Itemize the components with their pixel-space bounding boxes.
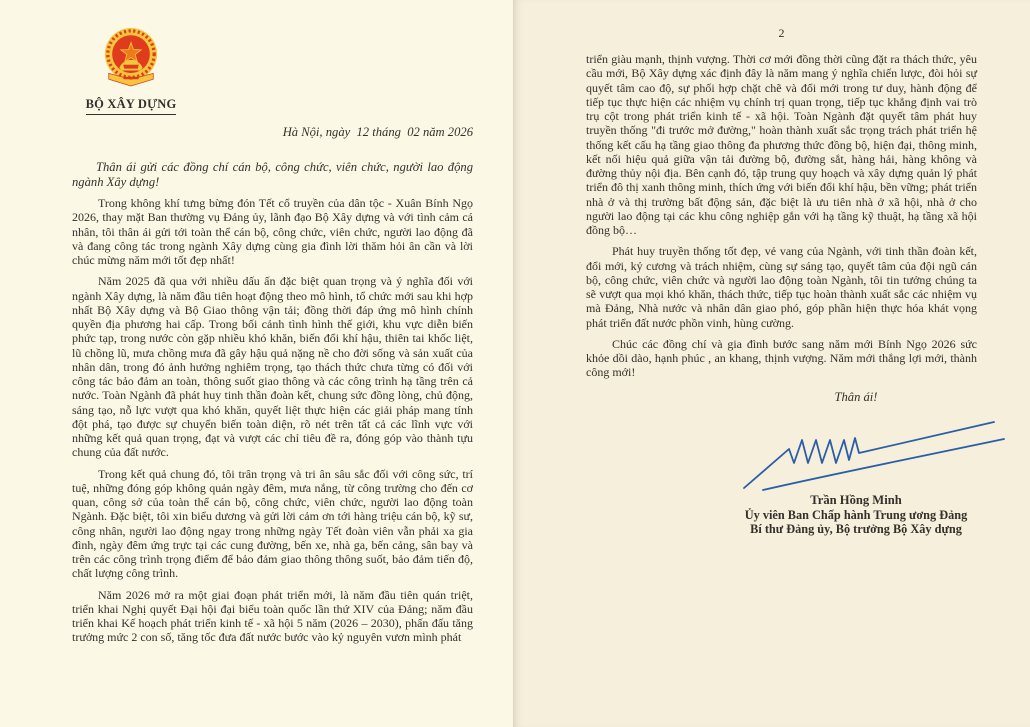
letter-page-1: [0, 0, 513, 727]
page-number: 2: [778, 26, 785, 40]
ministry-name: BỘ XÂY DỰNG: [72, 97, 190, 115]
letter-page-2: [513, 0, 1030, 727]
signer-name: Trần Hồng Minh: [810, 492, 902, 507]
body-paragraph-3: Trong kết quả chung đó, tôi trân trọng và tri ân sâu sắc đối với công sức, trí tuệ, những đóng góp không quản ngày đêm, mưa nắng, từ công trường cho đến cơ quan, công sở của toàn thể cán bộ, công chức, viên chức, người lao động toàn Ngành. Đặc biệt, tôi xin biểu dương và gửi lời cảm ơn tới hàng triệu cán bộ, kỹ sư, công nhân, người lao động ngay trong những ngày Tết đoàn viên vẫn phải xa gia đình, ngày đêm ứng trực tại các cung đường, bến xe, nhà ga, bến cảng, sân bay và trên các công trình trọng điểm để bảo đảm giao thông thông suốt, bảo đảm tiến độ, chất lượng công trình.: [72, 466, 473, 581]
closing-salutation: Thân ái!: [834, 389, 878, 404]
body-paragraph-1: Trong không khí tưng bừng đón Tết cổ truyền của dân tộc - Xuân Bính Ngọ 2026, thay mặt Ban thường vụ Đảng ủy, lãnh đạo Bộ Xây dựng và với tình cảm cá nhân, tôi thân ái gửi tới toàn thể cán bộ, công chức, viên chức, người lao động đã và đang công tác trong ngành Xây dựng cùng gia đình lời thăm hỏi ân cần và lời chúc mừng năm mới tốt đẹp nhất!: [72, 196, 473, 268]
body-paragraph-5: Phát huy truyền thống tốt đẹp, vẻ vang của Ngành, với tinh thần đoàn kết, đổi mới, kỷ cương và trách nhiệm, cùng sự sáng tạo, quyết tâm của đội ngũ cán bộ, công chức, viên chức và người lao động toàn Ngành, tôi tin tưởng chúng ta sẽ vượt qua mọi khó khăn, thách thức, tiếp tục hoàn thành xuất sắc các nhiệm vụ mà Đảng, Nhà nước và nhân dân giao phó, góp phần hiện thực hóa khát vọng phát triển đất nước phồn vinh, hùng cường.: [586, 244, 977, 330]
body-paragraph-6: Chúc các đồng chí và gia đình bước sang năm mới Bính Ngọ 2026 sức khỏe dồi dào, hạnh phúc , an khang, thịnh vượng. Năm mới thắng lợi mới, thành công mới!: [586, 336, 977, 380]
place-date-line: Hà Nội, ngày 12 tháng 02 năm 2026: [282, 125, 473, 139]
body-paragraph-4: Năm 2026 mở ra một giai đoạn phát triển mới, là năm đầu tiên quán triệt, triển khai Nghị quyết Đại hội đại biểu toàn quốc lần thứ XIV của Đảng; năm đầu triển khai Kế hoạch phát triển kinh tế - xã hội 5 năm (2026 – 2030), phấn đấu tăng trưởng mức 2 con số, tăng tốc đưa đất nước bước vào kỷ nguyên vươn mình phát: [72, 587, 473, 645]
body-paragraph-4-continued: triển giàu mạnh, thịnh vượng. Thời cơ mới đồng thời cũng đặt ra thách thức, yêu cầu mới, Bộ Xây dựng xác định đây là năm mang ý nghĩa chiến lược, đòi hỏi sự quyết tâm cao độ, sự phối hợp chặt chẽ và đổi mới trong tư duy, hành động để tiếp tục thực hiện các nhiệm vụ chính trị quan trọng, tiếp tục khẳng định vai trò trụ cột trong phát triển kinh tế - xã hội. Toàn Ngành đặt quyết tâm phát huy truyền thống "đi trước mở đường," hoàn thành xuất sắc trọng trách phát triển hệ thống kết cấu hạ tầng giao thông đa phương thức đồng bộ, hiện đại, thông minh, kết nối hiệu quả giữa vận tải đường bộ, đường sắt, hàng hải, hàng không và đường thủy nội địa. Bên cạnh đó, tập trung quy hoạch và xây dựng quản lý phát triển đô thị xanh thông minh, thích ứng với biến đổi khí hậu, bền vững; phát triển nhà ở và thị trường bất động sản, đặc biệt là ưu tiên nhà ở xã hội, nhà ở cho người lao động tại các khu công nghiệp gắn với hạ tầng kỹ thuật, hạ tầng xã hội đồng bộ…: [586, 52, 977, 237]
handwritten-signature-icon: [743, 419, 1009, 493]
vietnam-emblem-icon: [102, 26, 160, 88]
signer-title-1: Ủy viên Ban Chấp hành Trung ương Đảng: [744, 507, 968, 522]
body-paragraph-2: Năm 2025 đã qua với nhiều dấu ấn đặc biệt quan trọng và ý nghĩa đối với ngành Xây dựng, là năm đầu tiên hoạt động theo mô hình, tổ chức mới sau khi hợp nhất Bộ Xây dựng và Bộ Giao thông vận tải; đồng thời đáp ứng mô hình chính quyền địa phương hai cấp. Trong bối cảnh tình hình thế giới, khu vực diễn biến phức tạp, trong nước còn gặp nhiều khó khăn, biến đổi khí hậu, thiên tai khốc liệt, lũ chồng lũ, mưa chồng mưa đã gây hậu quả nặng nề cho đời sống và sản xuất của nhân dân, trong đó ảnh hưởng nghiêm trọng, tạo thách thức chưa từng có đối với công tác bảo đảm an toàn, thông suốt giao thông và các công trình hạ tầng trên cả nước. Toàn Ngành đã phát huy tinh thần đoàn kết, chung sức đồng lòng, chủ động, sáng tạo, nỗ lực vượt qua khó khăn, quyết liệt thực hiện các giải pháp mang tính đột phá, tạo được sự chuyển biến toàn diện, rõ nét trên tất cả các lĩnh vực với những kết quả quan trọng, đạt và vượt các chỉ tiêu đề ra, đóng góp vào thành tựu chung của đất nước.: [72, 274, 473, 460]
signature-block: [735, 390, 977, 537]
letterhead: [72, 26, 190, 115]
signer-title-2: Bí thư Đảng ủy, Bộ trưởng Bộ Xây dựng: [750, 522, 962, 537]
salutation: Thân ái gửi các đồng chí cán bộ, công chức, viên chức, người lao động ngành Xây dựng!: [72, 160, 473, 189]
